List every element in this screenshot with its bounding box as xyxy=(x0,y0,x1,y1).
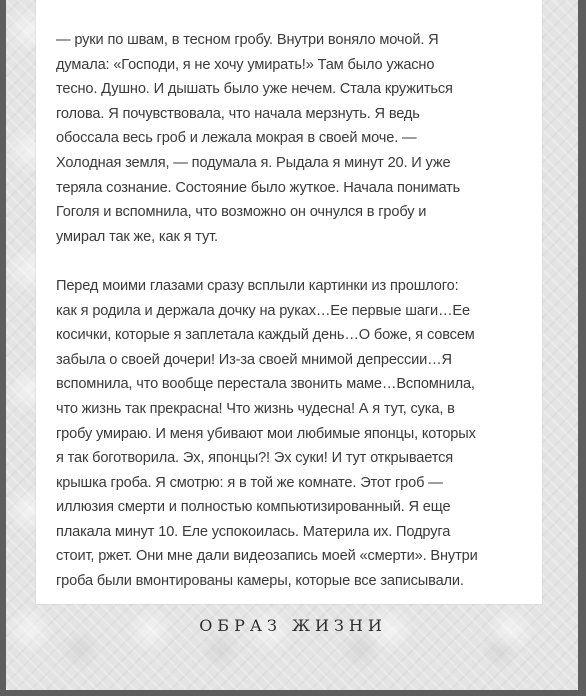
text-line: Перед моими глазами сразу всплыли картинки из прошлого: xyxy=(56,277,459,294)
text-line: теряла сознание. Состояние было жуткое. Начала понимать xyxy=(56,179,461,196)
text-line: что жизнь так прекрасна! Что жизнь чудесна! А я тут, сука, в xyxy=(56,400,455,417)
section-title: ОБРАЗ ЖИЗНИ xyxy=(199,616,387,635)
text-line: думала: «Господи, я не хочу умирать!» Там было ужасно xyxy=(56,56,435,73)
text-line: крышка гроба. Я смотрю: я в той же комнате. Этот гроб — xyxy=(56,474,443,491)
paragraph-1 xyxy=(56,28,534,249)
text-line: Холодная земля, — подумала я. Рыдала я минут 20. И уже xyxy=(56,154,451,171)
text-line: вспомнила, что вообще перестала звонить маме…Вспомнила, xyxy=(56,376,475,393)
text-line: — руки по швам, в тесном гробу. Внутри воняло мочой. Я xyxy=(56,32,439,48)
paragraph-2 xyxy=(56,274,534,594)
text-line: как я родила и держала дочку на руках…Ее первые шаги…Ее xyxy=(56,302,470,319)
text-line: Гоголя и вспомнила, что возможно он очнулся в гробу и xyxy=(56,204,427,221)
paragraph-spacer xyxy=(56,249,534,274)
text-line: плакала минут 10. Еле успокоилась. Материла их. Подруга xyxy=(56,523,451,540)
text-line: гробу умираю. И меня убивают мои любимые японцы, которых xyxy=(56,425,476,442)
article-card xyxy=(36,0,542,604)
text-line: забыла о своей дочери! Из-за своей мнимой депрессии…Я xyxy=(56,351,452,368)
text-line: стоит, ржет. Они мне дали видеозапись моей «смерти». Внутри xyxy=(56,548,478,565)
text-line: обоссала весь гроб и лежала мокрая в своей моче. — xyxy=(56,130,417,147)
text-line: я так боготворила. Эх, японцы?! Эх суки! И тут открывается xyxy=(56,450,453,467)
article-body xyxy=(56,28,534,594)
text-line: иллюзия смерти и полностью компьютизированный. Я еще xyxy=(56,499,451,516)
text-line: гроба были вмонтированы камеры, которые все записывали. xyxy=(56,573,464,590)
text-line: голова. Я почувствовала, что начала мерзнуть. Я ведь xyxy=(56,105,420,122)
text-line: тесно. Душно. И дышать было уже нечем. Стала кружиться xyxy=(56,81,453,98)
text-line: умирал так же, как я тут. xyxy=(56,228,218,245)
text-line: косички, которые я заплетала каждый день…О боже, я совсем xyxy=(56,327,475,344)
